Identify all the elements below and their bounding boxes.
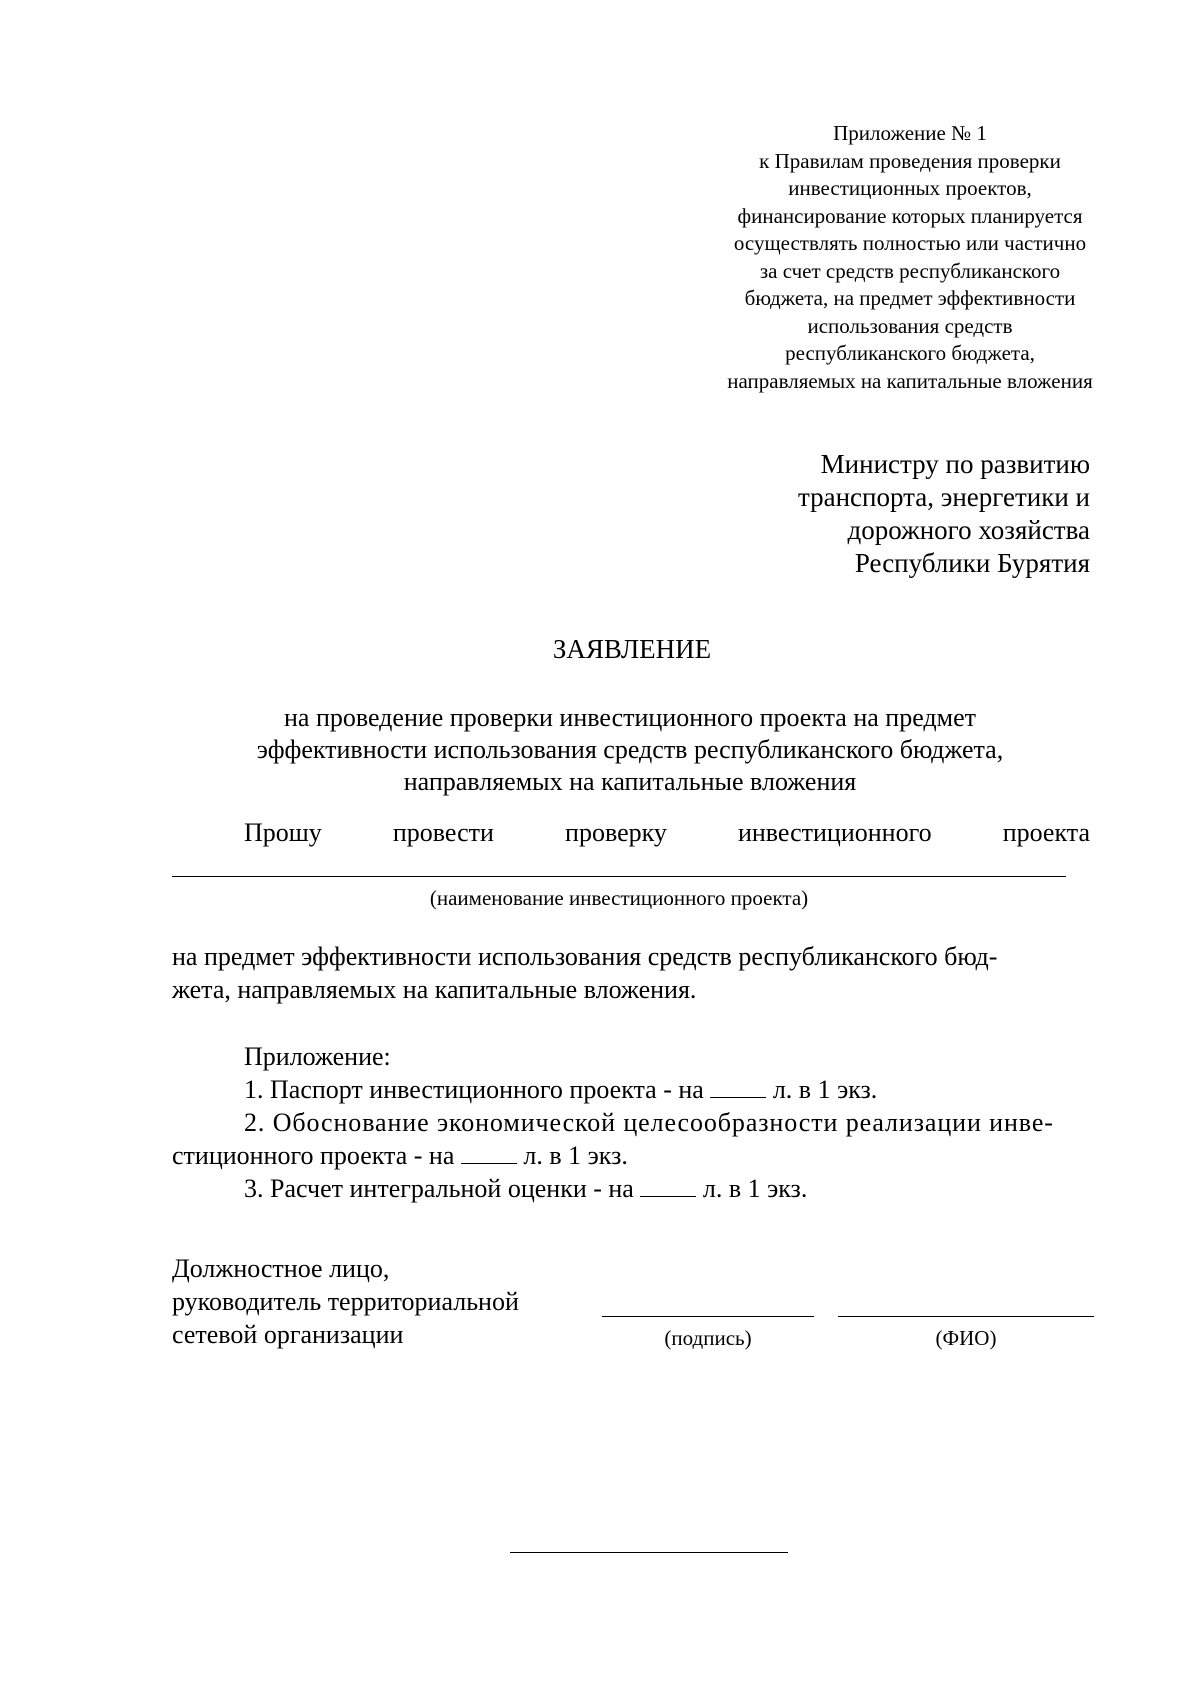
appendix-line: использования средств	[807, 313, 1013, 338]
request-word: проверку	[565, 818, 667, 847]
attachment-item-3	[172, 1172, 1092, 1205]
attachment-item-2-line1: 2. Обоснование экономической целесообразности реализации инве-	[244, 1108, 1054, 1137]
fio-blank	[838, 1316, 1094, 1317]
addressee-block	[700, 448, 1090, 580]
attachment-item-2-line2	[172, 1139, 1092, 1172]
pages-blank	[640, 1176, 696, 1197]
appendix-line: инвестиционных проектов,	[788, 176, 1032, 200]
appendix-line: осуществлять полностью или частично	[733, 231, 1087, 255]
document-subtitle	[170, 702, 1090, 798]
attachment-item-1	[172, 1073, 1092, 1106]
purpose-paragraph	[172, 940, 1092, 1006]
project-name-blank	[172, 876, 1066, 877]
appendix-line: Приложение № 1	[833, 121, 987, 145]
attachments-heading: Приложение:	[244, 1042, 391, 1071]
signer-line: руководитель территориальной	[172, 1287, 519, 1316]
pages-blank	[461, 1143, 517, 1164]
signature-caption: (подпись)	[664, 1326, 752, 1350]
appendix-line: за счет средств республиканского	[759, 258, 1061, 283]
request-word: провести	[392, 818, 494, 847]
appendix-block	[680, 120, 1140, 395]
document-title: ЗАЯВЛЕНИЕ	[552, 634, 712, 664]
subtitle-line: на проведение проверки инвестиционного проекта на предмет	[283, 703, 976, 732]
appendix-line: к Правилам проведения проверки	[759, 148, 1061, 173]
purpose-line: жета, направляемых на капитальные вложения.	[172, 975, 697, 1004]
addressee-line: транспорта, энергетики и	[798, 482, 1090, 512]
addressee-line: Республики Бурятия	[854, 548, 1090, 578]
attachment-text: 1. Паспорт инвестиционного проекта - на	[244, 1075, 704, 1104]
subtitle-line: направляемых на капитальные вложения	[403, 767, 857, 796]
request-line	[244, 818, 1090, 848]
appendix-line: бюджета, на предмет эффективности	[744, 286, 1076, 310]
signer-title	[172, 1252, 592, 1351]
signature-blank	[602, 1316, 814, 1317]
attachment-text: л. в 1 экз.	[523, 1141, 628, 1170]
signer-line: сетевой организации	[172, 1320, 404, 1349]
addressee-line: дорожного хозяйства	[847, 515, 1090, 545]
subtitle-line: эффективности использования средств республиканского бюджета,	[256, 735, 1004, 764]
signer-line: Должностное лицо,	[172, 1254, 390, 1283]
request-word: Прошу	[244, 818, 322, 847]
appendix-line: направляемых на капитальные вложения	[727, 368, 1093, 393]
pages-blank	[710, 1077, 766, 1098]
attachments-list	[172, 1040, 1092, 1205]
attachment-text: л. в 1 экз.	[702, 1174, 808, 1203]
project-name-caption: (наименование инвестиционного проекта)	[429, 886, 809, 910]
attachment-text: стиционного проекта - на	[172, 1141, 455, 1170]
purpose-line: на предмет эффективности использования средств республиканского бюд-	[172, 942, 998, 971]
request-word: проекта	[1002, 818, 1090, 847]
request-word: инвестиционного	[737, 818, 932, 847]
appendix-line: финансирование которых планируется	[737, 203, 1083, 228]
attachment-text: 3. Расчет интегральной оценки - на	[244, 1174, 634, 1203]
addressee-line: Министру по развитию	[820, 449, 1090, 479]
fio-caption: (ФИО)	[935, 1326, 997, 1350]
footer-divider	[510, 1552, 788, 1553]
appendix-line: республиканского бюджета,	[785, 341, 1035, 365]
attachment-text: л. в 1 экз.	[772, 1075, 878, 1104]
